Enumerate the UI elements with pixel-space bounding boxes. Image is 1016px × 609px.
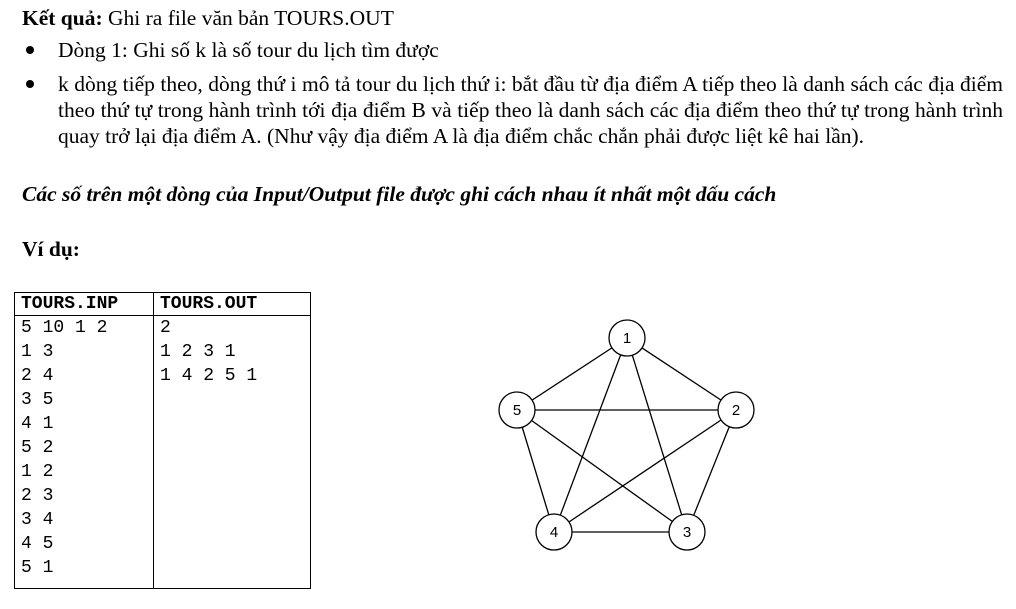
input-line: 1 3 <box>21 342 54 362</box>
graph-edge-3-5 <box>517 410 687 532</box>
bullet-icon <box>26 80 34 88</box>
input-file-content <box>15 316 154 589</box>
graph-edge-2-3 <box>687 410 736 532</box>
graph-node-label: 3 <box>682 524 692 541</box>
result-heading <box>22 5 394 31</box>
graph-nodes <box>499 320 754 550</box>
graph-edges <box>517 338 736 532</box>
input-line: 4 5 <box>21 534 54 554</box>
graph-edge-5-1 <box>517 338 627 410</box>
result-heading-text: Ghi ra file văn bản TOURS.OUT <box>102 6 394 30</box>
output-line: 2 <box>160 318 171 338</box>
bullet-icon <box>26 46 34 54</box>
bullet-line-1: Dòng 1: Ghi số k là số tour du lịch tìm được <box>58 38 439 62</box>
input-line: 5 10 1 2 <box>21 318 108 338</box>
input-line: 5 1 <box>21 558 54 578</box>
tour-graph <box>480 300 780 560</box>
input-line: 3 4 <box>21 510 54 530</box>
input-line: 2 3 <box>21 486 54 506</box>
input-line: 4 1 <box>21 414 54 434</box>
output-file-content <box>154 316 311 589</box>
input-line: 2 4 <box>21 366 54 386</box>
graph-node-label: 5 <box>512 402 522 419</box>
input-file-header: TOURS.INP <box>15 293 154 316</box>
graph-edge-1-2 <box>627 338 736 410</box>
input-line: 5 2 <box>21 438 54 458</box>
output-line: 1 4 2 5 1 <box>160 366 258 386</box>
input-line: 3 5 <box>21 390 54 410</box>
example-table <box>14 292 311 589</box>
note-text: Các số trên một dòng của Input/Output file được ghi cách nhau ít nhất một dấu cách <box>22 182 777 206</box>
graph-edge-4-5 <box>517 410 554 532</box>
graph-edge-2-4 <box>554 410 736 532</box>
graph-node-label: 2 <box>731 402 741 419</box>
output-line: 1 2 3 1 <box>160 342 236 362</box>
result-heading-label: Kết quả: <box>22 6 103 30</box>
bullet-line-2: k dòng tiếp theo, dòng thứ i mô tả tour du lịch thứ i: bắt đầu từ địa điểm A tiếp theo là danh sách các địa điểm theo thứ tự trong hành trình tới địa điểm B và tiếp theo là danh sách các địa điểm theo thứ tự trong hành trình quay trở lại địa điểm A. (Như vậy địa điểm A là địa điểm chắc chắn phải được liệt kê hai lần). <box>58 72 1003 148</box>
graph-node-label: 4 <box>549 524 559 541</box>
example-label: Ví dụ: <box>22 237 80 261</box>
graph-edge-1-3 <box>627 338 687 532</box>
graph-node-label: 1 <box>622 330 632 347</box>
graph-edge-4-1 <box>554 338 627 532</box>
output-file-header: TOURS.OUT <box>154 293 311 316</box>
input-line: 1 2 <box>21 462 54 482</box>
